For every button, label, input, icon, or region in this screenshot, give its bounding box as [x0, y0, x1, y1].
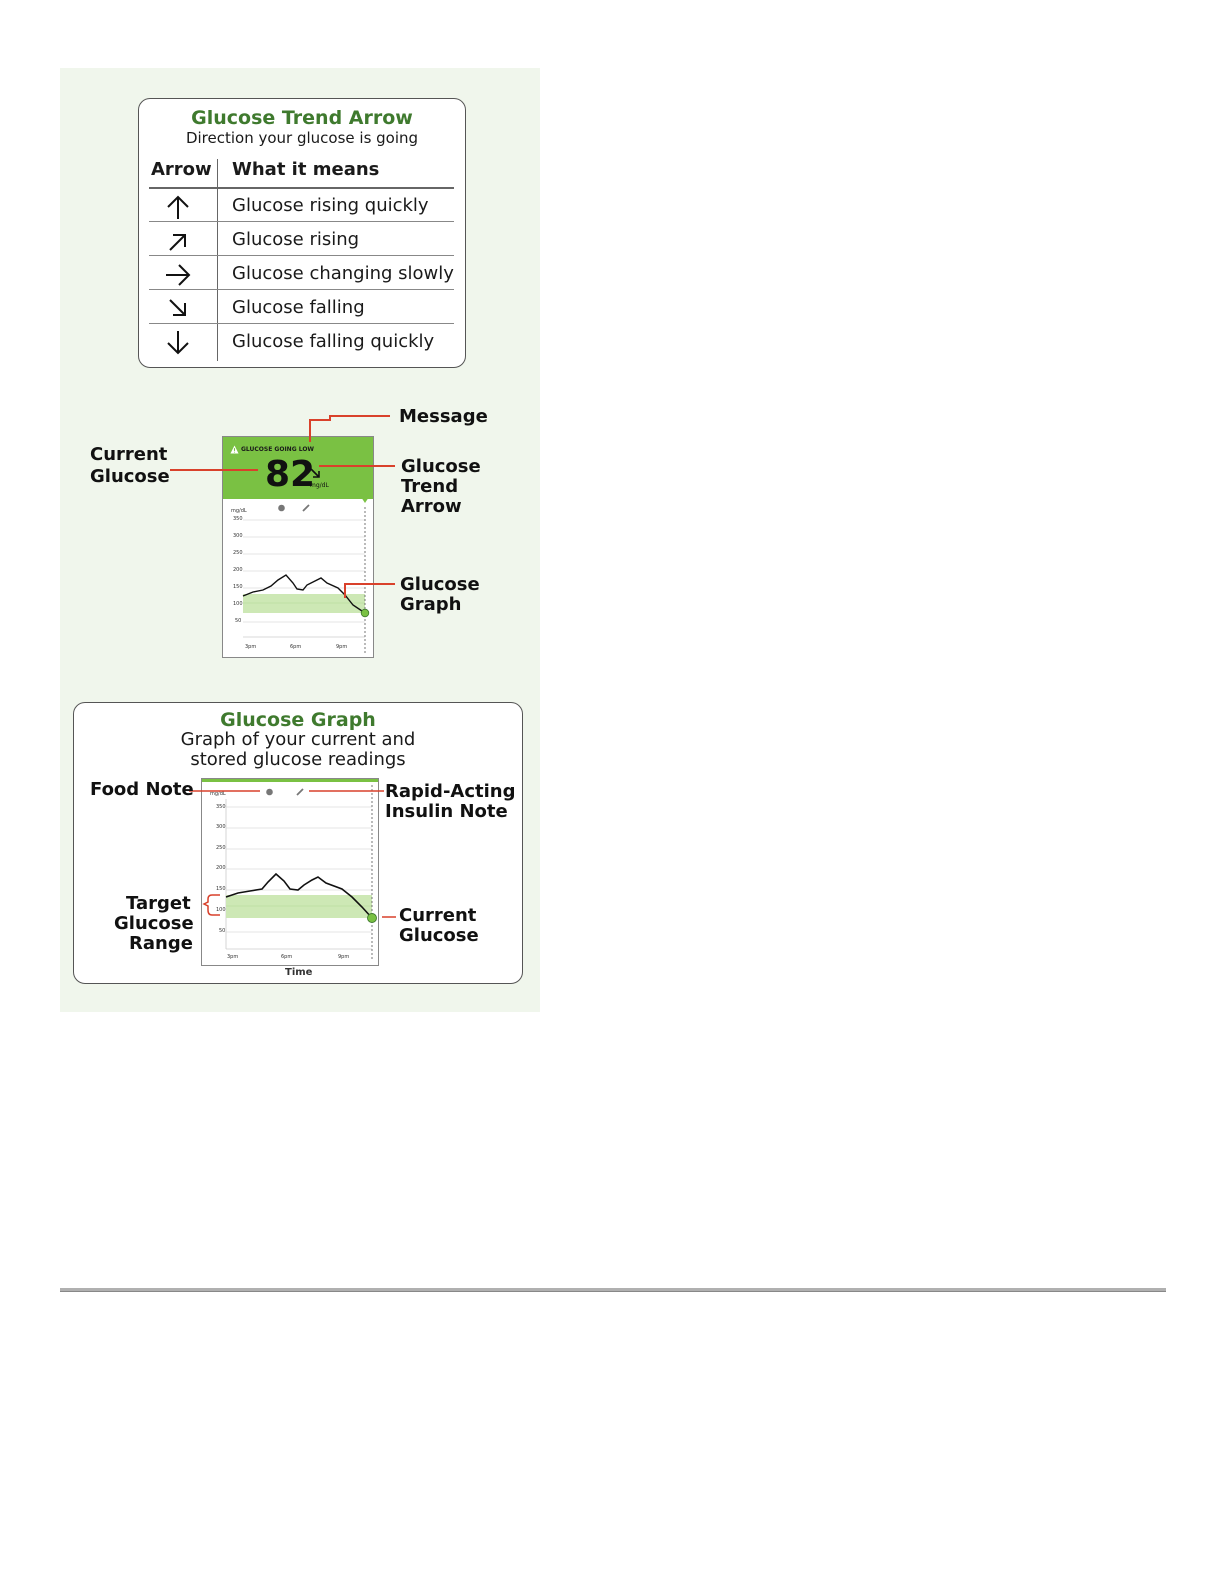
table-row-text: Glucose falling — [232, 297, 365, 318]
y-tick-label: 100 — [233, 601, 243, 607]
y-tick-label: 300 — [233, 533, 243, 539]
y-tick-label: 200 — [216, 865, 226, 871]
x-tick-label: 3pm — [245, 644, 257, 650]
x-tick-label: 9pm — [338, 954, 350, 960]
x-tick-label: 3pm — [227, 954, 239, 960]
trend-arrow-title: Glucose Trend Arrow — [191, 107, 413, 129]
label-current-glucose-line1: Current — [399, 905, 477, 926]
label-target-range-line3: Range — [129, 933, 193, 954]
y-tick-label: 300 — [216, 824, 226, 830]
alert-message: GLUCOSE GOING LOW — [241, 446, 315, 453]
label-current-glucose-line2: Glucose — [90, 466, 170, 487]
y-unit-label: mg/dL — [210, 791, 226, 797]
label-current-glucose-line1: Current — [90, 444, 168, 465]
y-tick-label: 50 — [235, 618, 242, 624]
glucose-graph-card — [73, 702, 523, 984]
horizontal-rule — [60, 1288, 1166, 1292]
label-message: Message — [399, 406, 488, 427]
info-panel — [60, 68, 540, 1012]
x-tick-label: 6pm — [290, 644, 302, 650]
y-tick-label: 350 — [233, 516, 243, 522]
label-current-glucose-line2: Glucose — [399, 925, 479, 946]
label-trend-arrow-line1: Glucose — [401, 456, 481, 477]
y-tick-label: 100 — [216, 907, 226, 913]
x-tick-label: 6pm — [281, 954, 293, 960]
table-row-text: Glucose rising quickly — [232, 195, 429, 216]
table-row-text: Glucose changing slowly — [232, 263, 454, 284]
label-food-note: Food Note — [90, 779, 194, 800]
column-header-arrow: Arrow — [151, 159, 212, 180]
label-glucose-graph-line2: Graph — [400, 594, 462, 615]
x-axis-label: Time — [285, 967, 313, 978]
glucose-graph-subtitle-line2: stored glucose readings — [190, 749, 406, 770]
label-insulin-note-line2: Insulin Note — [385, 801, 508, 822]
glucose-graph-title: Glucose Graph — [220, 709, 376, 731]
label-target-range-line2: Glucose — [114, 913, 194, 934]
y-tick-label: 350 — [216, 804, 226, 810]
label-target-range-line1: Target — [126, 893, 191, 914]
y-tick-label: 50 — [219, 928, 226, 934]
table-row-text: Glucose rising — [232, 229, 360, 250]
y-tick-label: 200 — [233, 567, 243, 573]
label-insulin-note-line1: Rapid-Acting — [385, 781, 516, 802]
glucose-unit: mg/dL — [310, 482, 329, 489]
y-tick-label: 150 — [216, 886, 226, 892]
label-trend-arrow-line3: Arrow — [401, 496, 462, 517]
glucose-graph-subtitle-line1: Graph of your current and — [180, 729, 416, 750]
y-tick-label: 250 — [233, 550, 243, 556]
column-header-meaning: What it means — [232, 159, 380, 180]
x-tick-label: 9pm — [336, 644, 348, 650]
current-glucose-value: 82 — [265, 454, 316, 495]
label-trend-arrow-line2: Trend — [401, 476, 459, 497]
table-row-text: Glucose falling quickly — [232, 331, 435, 352]
y-tick-label: 250 — [216, 845, 226, 851]
label-glucose-graph-line1: Glucose — [400, 574, 480, 595]
trend-arrow-subtitle: Direction your glucose is going — [185, 129, 419, 147]
y-unit-label: mg/dL — [231, 508, 247, 514]
y-tick-label: 150 — [233, 584, 243, 590]
